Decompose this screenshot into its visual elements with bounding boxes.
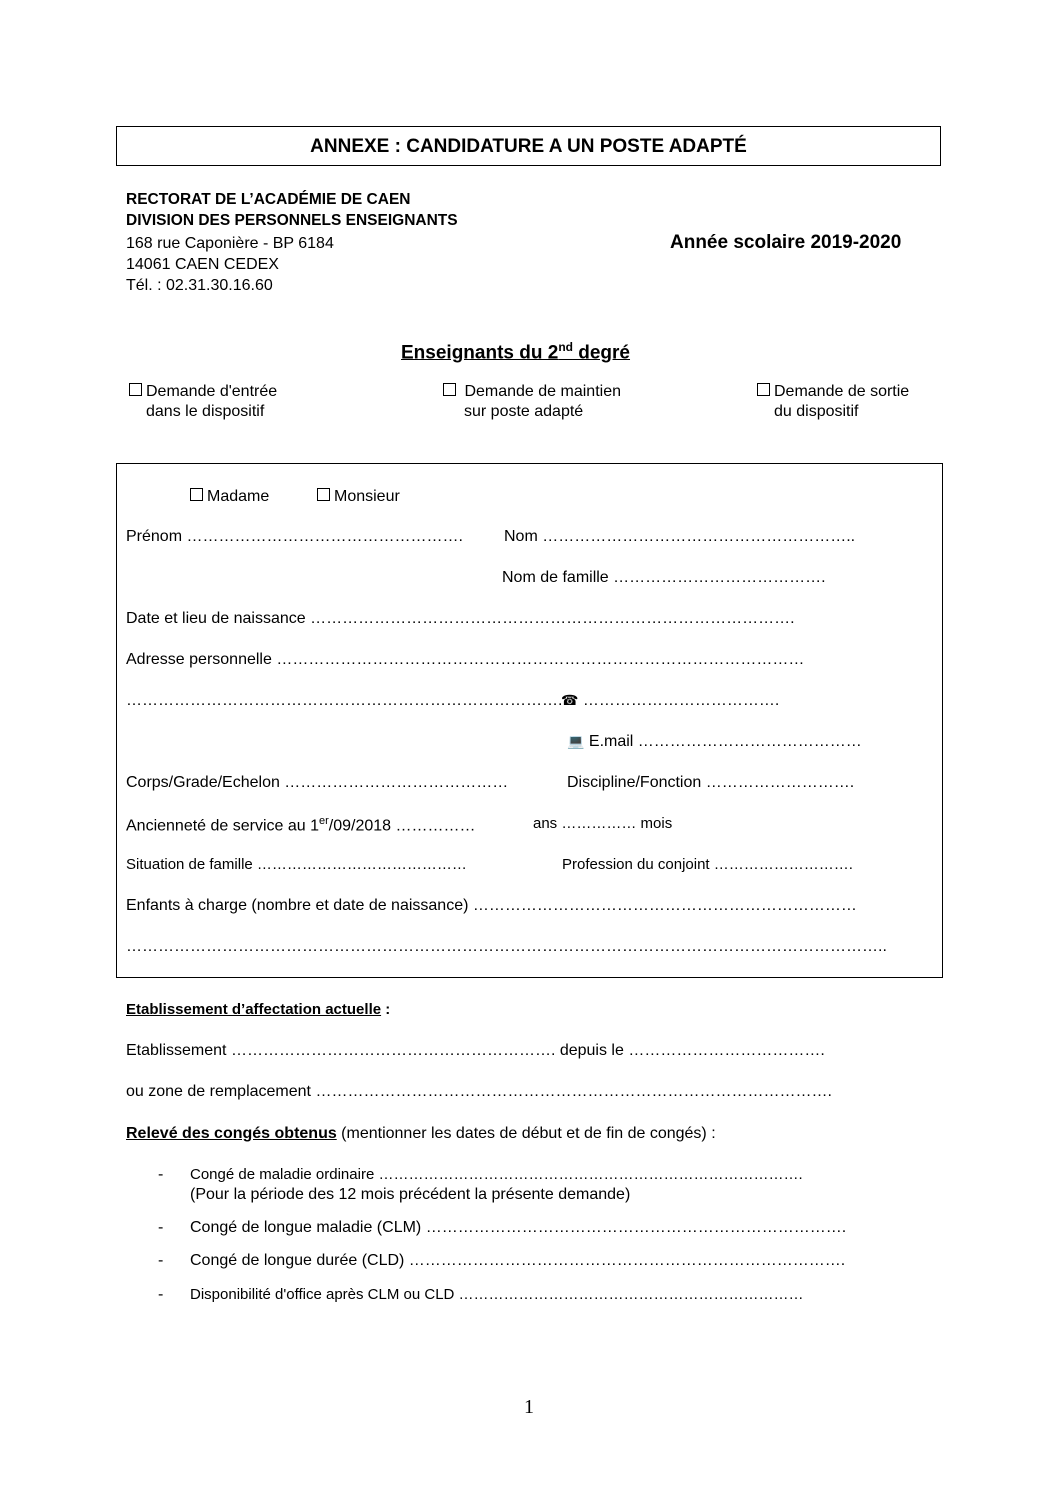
- field-prenom[interactable]: Prénom …………………………………………….: [126, 528, 463, 545]
- computer-icon: 💻: [567, 733, 585, 749]
- field-ans-mois[interactable]: ans …………… mois: [533, 815, 673, 832]
- field-disponibilite-office[interactable]: Disponibilité d'office après CLM ou CLD ……………………………………………………………: [190, 1286, 804, 1303]
- conges-heading: Relevé des congés obtenus (mentionner les dates de début et de fin de congés) :: [126, 1125, 716, 1142]
- field-conge-cld[interactable]: Congé de longue durée (CLD) ……………………………………………………………………….: [190, 1252, 846, 1269]
- civility-monsieur[interactable]: Monsieur: [317, 488, 400, 506]
- field-anciennete[interactable]: Ancienneté de service au 1er/09/2018 ……………: [126, 815, 476, 835]
- field-discipline[interactable]: Discipline/Fonction ……………………….: [567, 774, 855, 791]
- checkbox-monsieur[interactable]: [317, 488, 330, 501]
- subtitle: Enseignants du 2nd degré: [401, 340, 631, 364]
- checkbox-exit[interactable]: [757, 383, 770, 396]
- field-conge-clm[interactable]: Congé de longue maladie (CLM) …………………………………………………………………….: [190, 1219, 847, 1236]
- checkbox-madame[interactable]: [190, 488, 203, 501]
- field-enfants[interactable]: Enfants à charge (nombre et date de naissance) ………………………………………………………………: [126, 897, 857, 914]
- request-option-exit[interactable]: Demande de sortie du dispositif: [757, 382, 909, 422]
- header-division: DIVISION DES PERSONNELS ENSEIGNANTS: [126, 212, 458, 229]
- list-dash: -: [158, 1166, 164, 1183]
- list-dash: -: [158, 1219, 164, 1236]
- field-nom-famille[interactable]: Nom de famille ………………………………….: [502, 569, 826, 586]
- field-etablissement[interactable]: Etablissement ……………………………………………………. depuis le ……………………………….: [126, 1042, 825, 1059]
- field-situation[interactable]: Situation de famille ……………………………………: [126, 856, 467, 873]
- checkbox-entry[interactable]: [129, 383, 142, 396]
- field-adresse-suite[interactable]: ……………………………………………………………………….: [126, 692, 563, 709]
- list-dash: -: [158, 1286, 164, 1303]
- checkbox-maintain[interactable]: [443, 383, 456, 396]
- school-year: Année scolaire 2019-2020: [670, 232, 902, 253]
- field-corps[interactable]: Corps/Grade/Echelon ……………………………………: [126, 774, 509, 791]
- affectation-heading: Etablissement d’affectation actuelle :: [126, 1001, 391, 1018]
- field-email[interactable]: 💻 E.mail ……………………………………: [567, 733, 862, 750]
- field-nom[interactable]: Nom …………………………………………………..: [504, 528, 856, 545]
- title-box: [116, 126, 941, 166]
- list-dash: -: [158, 1252, 164, 1269]
- field-adresse[interactable]: Adresse personnelle ………………………………………………………………………………………: [126, 651, 805, 668]
- field-enfants-suite[interactable]: ……………………………………………………………………………………………………………………………..: [126, 938, 887, 955]
- page-number: 1: [524, 1396, 534, 1418]
- request-option-entry[interactable]: Demande d'entrée dans le dispositif: [129, 382, 277, 422]
- conge-maladie-note: (Pour la période des 12 mois précédent la présente demande): [190, 1186, 631, 1203]
- telephone-icon: ☎: [561, 692, 579, 708]
- field-telephone[interactable]: ☎ ……………………………….: [561, 692, 780, 709]
- page-title: ANNEXE : CANDIDATURE A UN POSTE ADAPTÉ: [310, 136, 747, 157]
- civility-madame[interactable]: Madame: [190, 488, 269, 506]
- request-option-maintain[interactable]: Demande de maintien sur poste adapté: [443, 382, 621, 422]
- header-address: 168 rue Caponière - BP 6184: [126, 235, 334, 252]
- field-profession[interactable]: Profession du conjoint ……………………….: [562, 856, 853, 873]
- header-rectorat: RECTORAT DE L’ACADÉMIE DE CAEN: [126, 191, 411, 208]
- header-phone: Tél. : 02.31.30.16.60: [126, 277, 273, 294]
- header-city: 14061 CAEN CEDEX: [126, 256, 279, 273]
- field-conge-maladie-ordinaire[interactable]: Congé de maladie ordinaire ………………………………………………………………………….: [190, 1166, 803, 1183]
- field-zone-remplacement[interactable]: ou zone de remplacement …………………………………………………………………………………….: [126, 1083, 832, 1100]
- field-naissance[interactable]: Date et lieu de naissance ……………………………………………………………………………….: [126, 610, 795, 627]
